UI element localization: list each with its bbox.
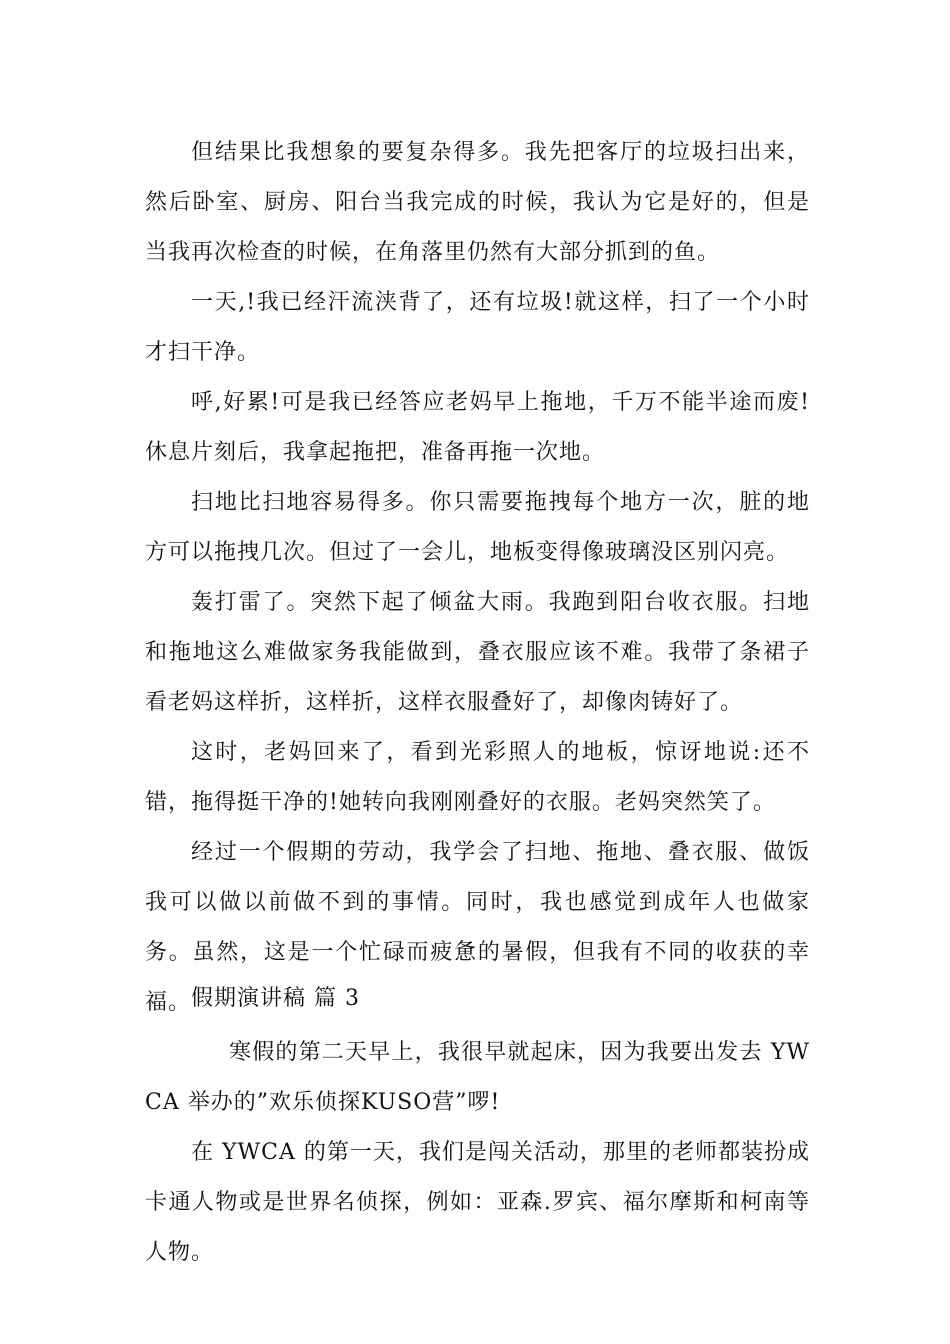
section-heading: 假期演讲稿 篇 3: [191, 986, 360, 1011]
section-paragraph-1: 寒假的第二天早上，我很早就起床，因为我要出发去 YWCA 举办的”欢乐侦探KUSO营”啰!: [145, 1040, 810, 1115]
section-paragraph-2: 在 YWCA 的第一天，我们是闯关活动，那里的老师都装扮成卡通人物或是世界名侦探，例如：亚森.罗宾、福尔摩斯和柯南等人物。: [145, 1140, 810, 1265]
paragraph-2: 一天,!我已经汗流浃背了，还有垃圾!就这样，扫了一个小时才扫干净。: [145, 290, 810, 365]
paragraph-7: 经过一个假期的劳动，我学会了扫地、拖地、叠衣服、做饭我可以做以前做不到的事情。同时，我也感觉到成年人也做家务。虽然，这是一个忙碌而疲惫的暑假，但我有不同的收获的幸福。: [145, 840, 810, 1015]
paragraph-1: 但结果比我想象的要复杂得多。我先把客厅的垃圾扫出来，然后卧室、厨房、阳台当我完成的时候，我认为它是好的，但是当我再次检查的时候，在角落里仍然有大部分抓到的鱼。: [145, 140, 810, 265]
paragraph-3: 呼,好累!可是我已经答应老妈早上拖地，千万不能半途而废!休息片刻后，我拿起拖把，准备再拖一次地。: [145, 390, 810, 465]
paragraph-4: 扫地比扫地容易得多。你只需要拖拽每个地方一次，脏的地方可以拖拽几次。但过了一会儿，地板变得像玻璃没区别闪亮。: [145, 490, 810, 565]
paragraph-6: 这时，老妈回来了，看到光彩照人的地板，惊讶地说:还不错，拖得挺干净的!她转向我刚刚叠好的衣服。老妈突然笑了。: [145, 740, 810, 815]
paragraph-5: 轰打雷了。突然下起了倾盆大雨。我跑到阳台收衣服。扫地和拖地这么难做家务我能做到，叠衣服应该不难。我带了条裙子看老妈这样折，这样折，这样衣服叠好了，却像肉铸好了。: [145, 590, 810, 715]
